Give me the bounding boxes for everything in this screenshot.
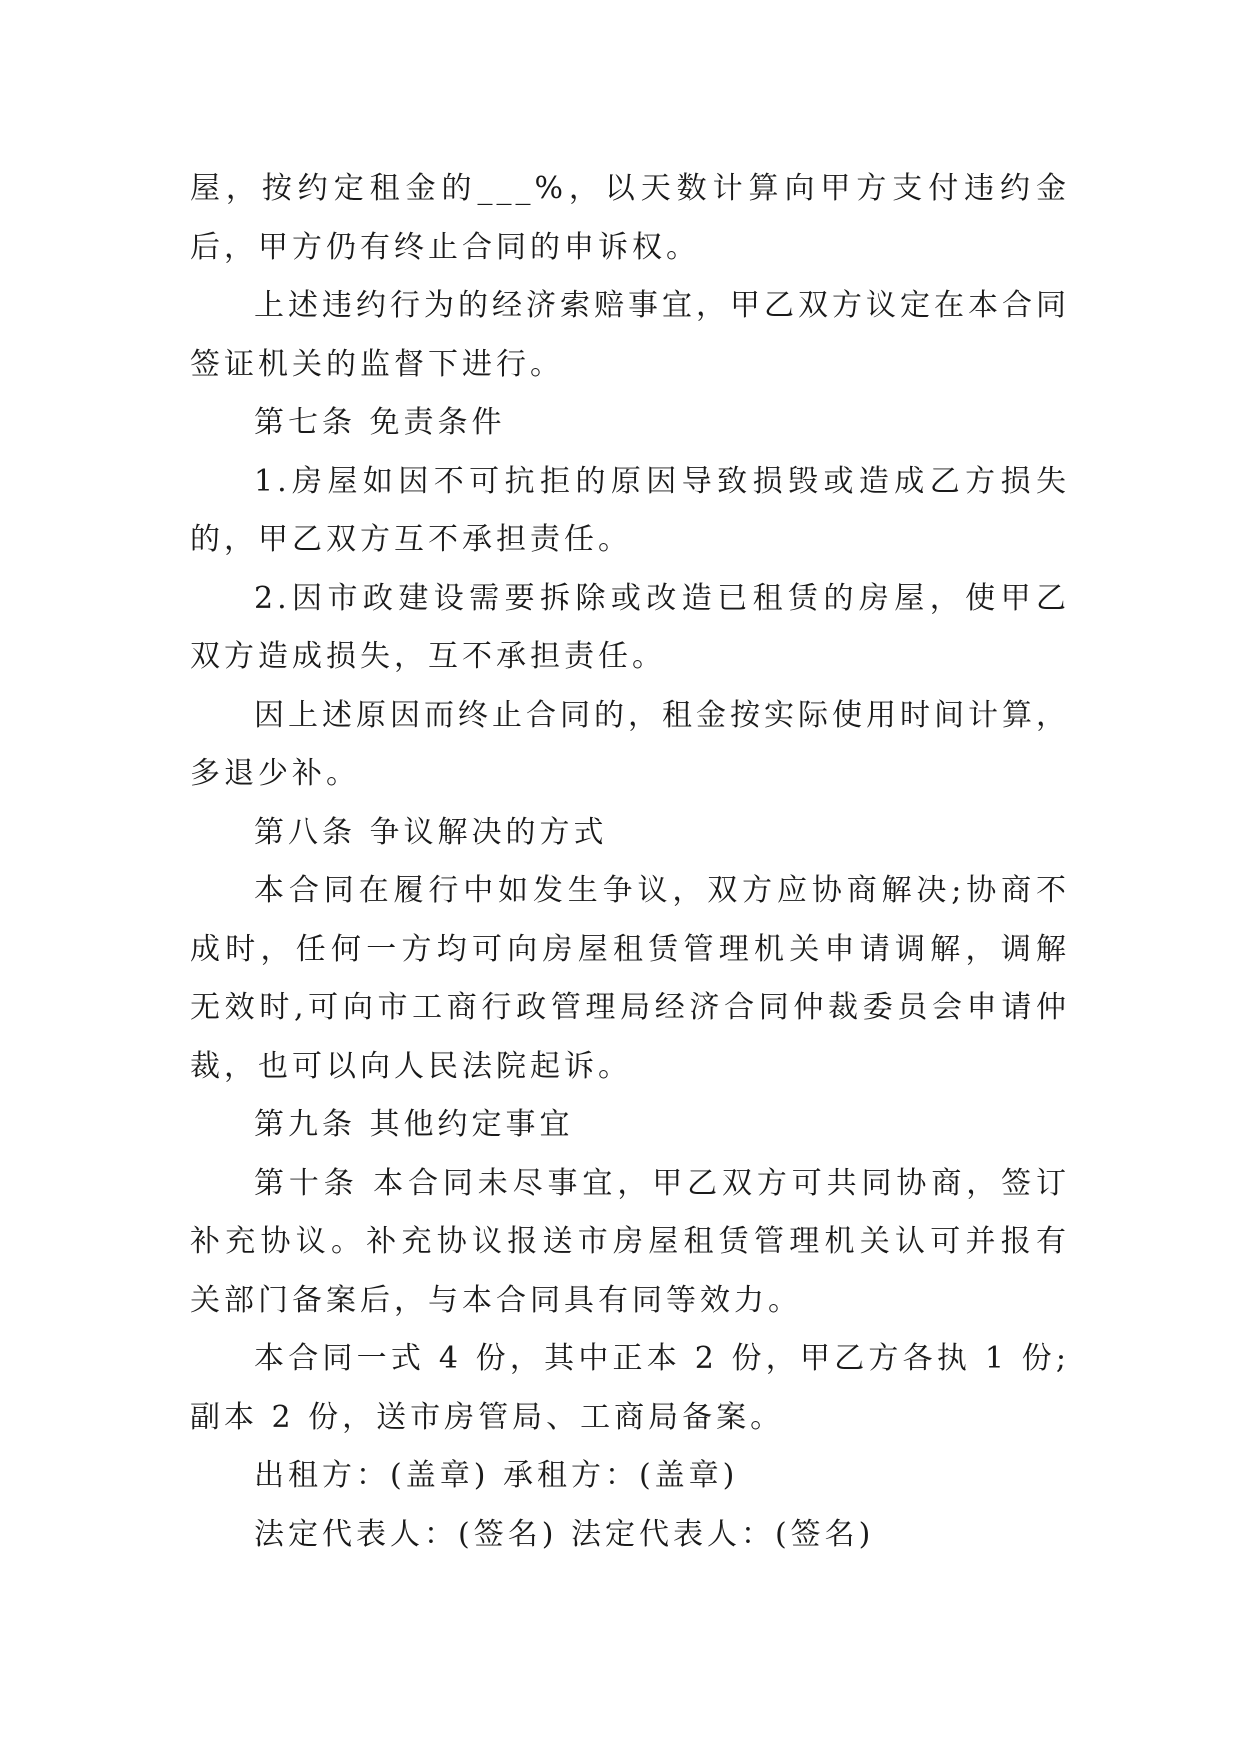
signature-seal-line: 出租方：(盖章) 承租方：(盖章) (254, 1458, 739, 1493)
article-7-item-1: 1.房屋如因不可抗拒的原因导致损毁或造成乙方损失的，甲乙双方互不承担责任。 (190, 463, 1070, 557)
signature-representative-line: 法定代表人：(签名) 法定代表人：(签名) (254, 1516, 875, 1552)
paragraph-copies: 本合同一式 4 份，其中正本 2 份，甲乙方各执 1 份;副本 2 份，送市房管局、工商局备案。 (190, 1341, 1070, 1435)
article-7-item-2: 2.因市政建设需要拆除或改造已租赁的房屋，使甲乙双方造成损失，互不承担责任。 (190, 580, 1070, 674)
paragraph-claims-supervision: 上述违约行为的经济索赔事宜，甲乙双方议定在本合同签证机关的监督下进行。 (190, 288, 1070, 382)
article-9-heading: 第九条 其他约定事宜 (254, 1107, 574, 1142)
paragraph-penalty-continuation: 屋，按约定租金的___%，以天数计算向甲方支付违约金后，甲方仍有终止合同的申诉权。 (190, 171, 1070, 265)
paragraph-rent-settlement: 因上述原因而终止合同的，租金按实际使用时间计算，多退少补。 (190, 697, 1070, 791)
article-8-body: 本合同在履行中如发生争议，双方应协商解决;协商不成时，任何一方均可向房屋租赁管理机关申请调解，调解无效时,可向市工商行政管理局经济合同仲裁委员会申请仲裁，也可以向人民法院起诉。 (190, 873, 1070, 1084)
article-10-body: 第十条 本合同未尽事宜，甲乙双方可共同协商，签订补充协议。补充协议报送市房屋租赁管理机关认可并报有关部门备案后，与本合同具有同等效力。 (190, 1165, 1070, 1318)
article-8-heading: 第八条 争议解决的方式 (254, 814, 608, 850)
article-7-heading: 第七条 免责条件 (254, 405, 506, 440)
document-body (190, 160, 1070, 1564)
